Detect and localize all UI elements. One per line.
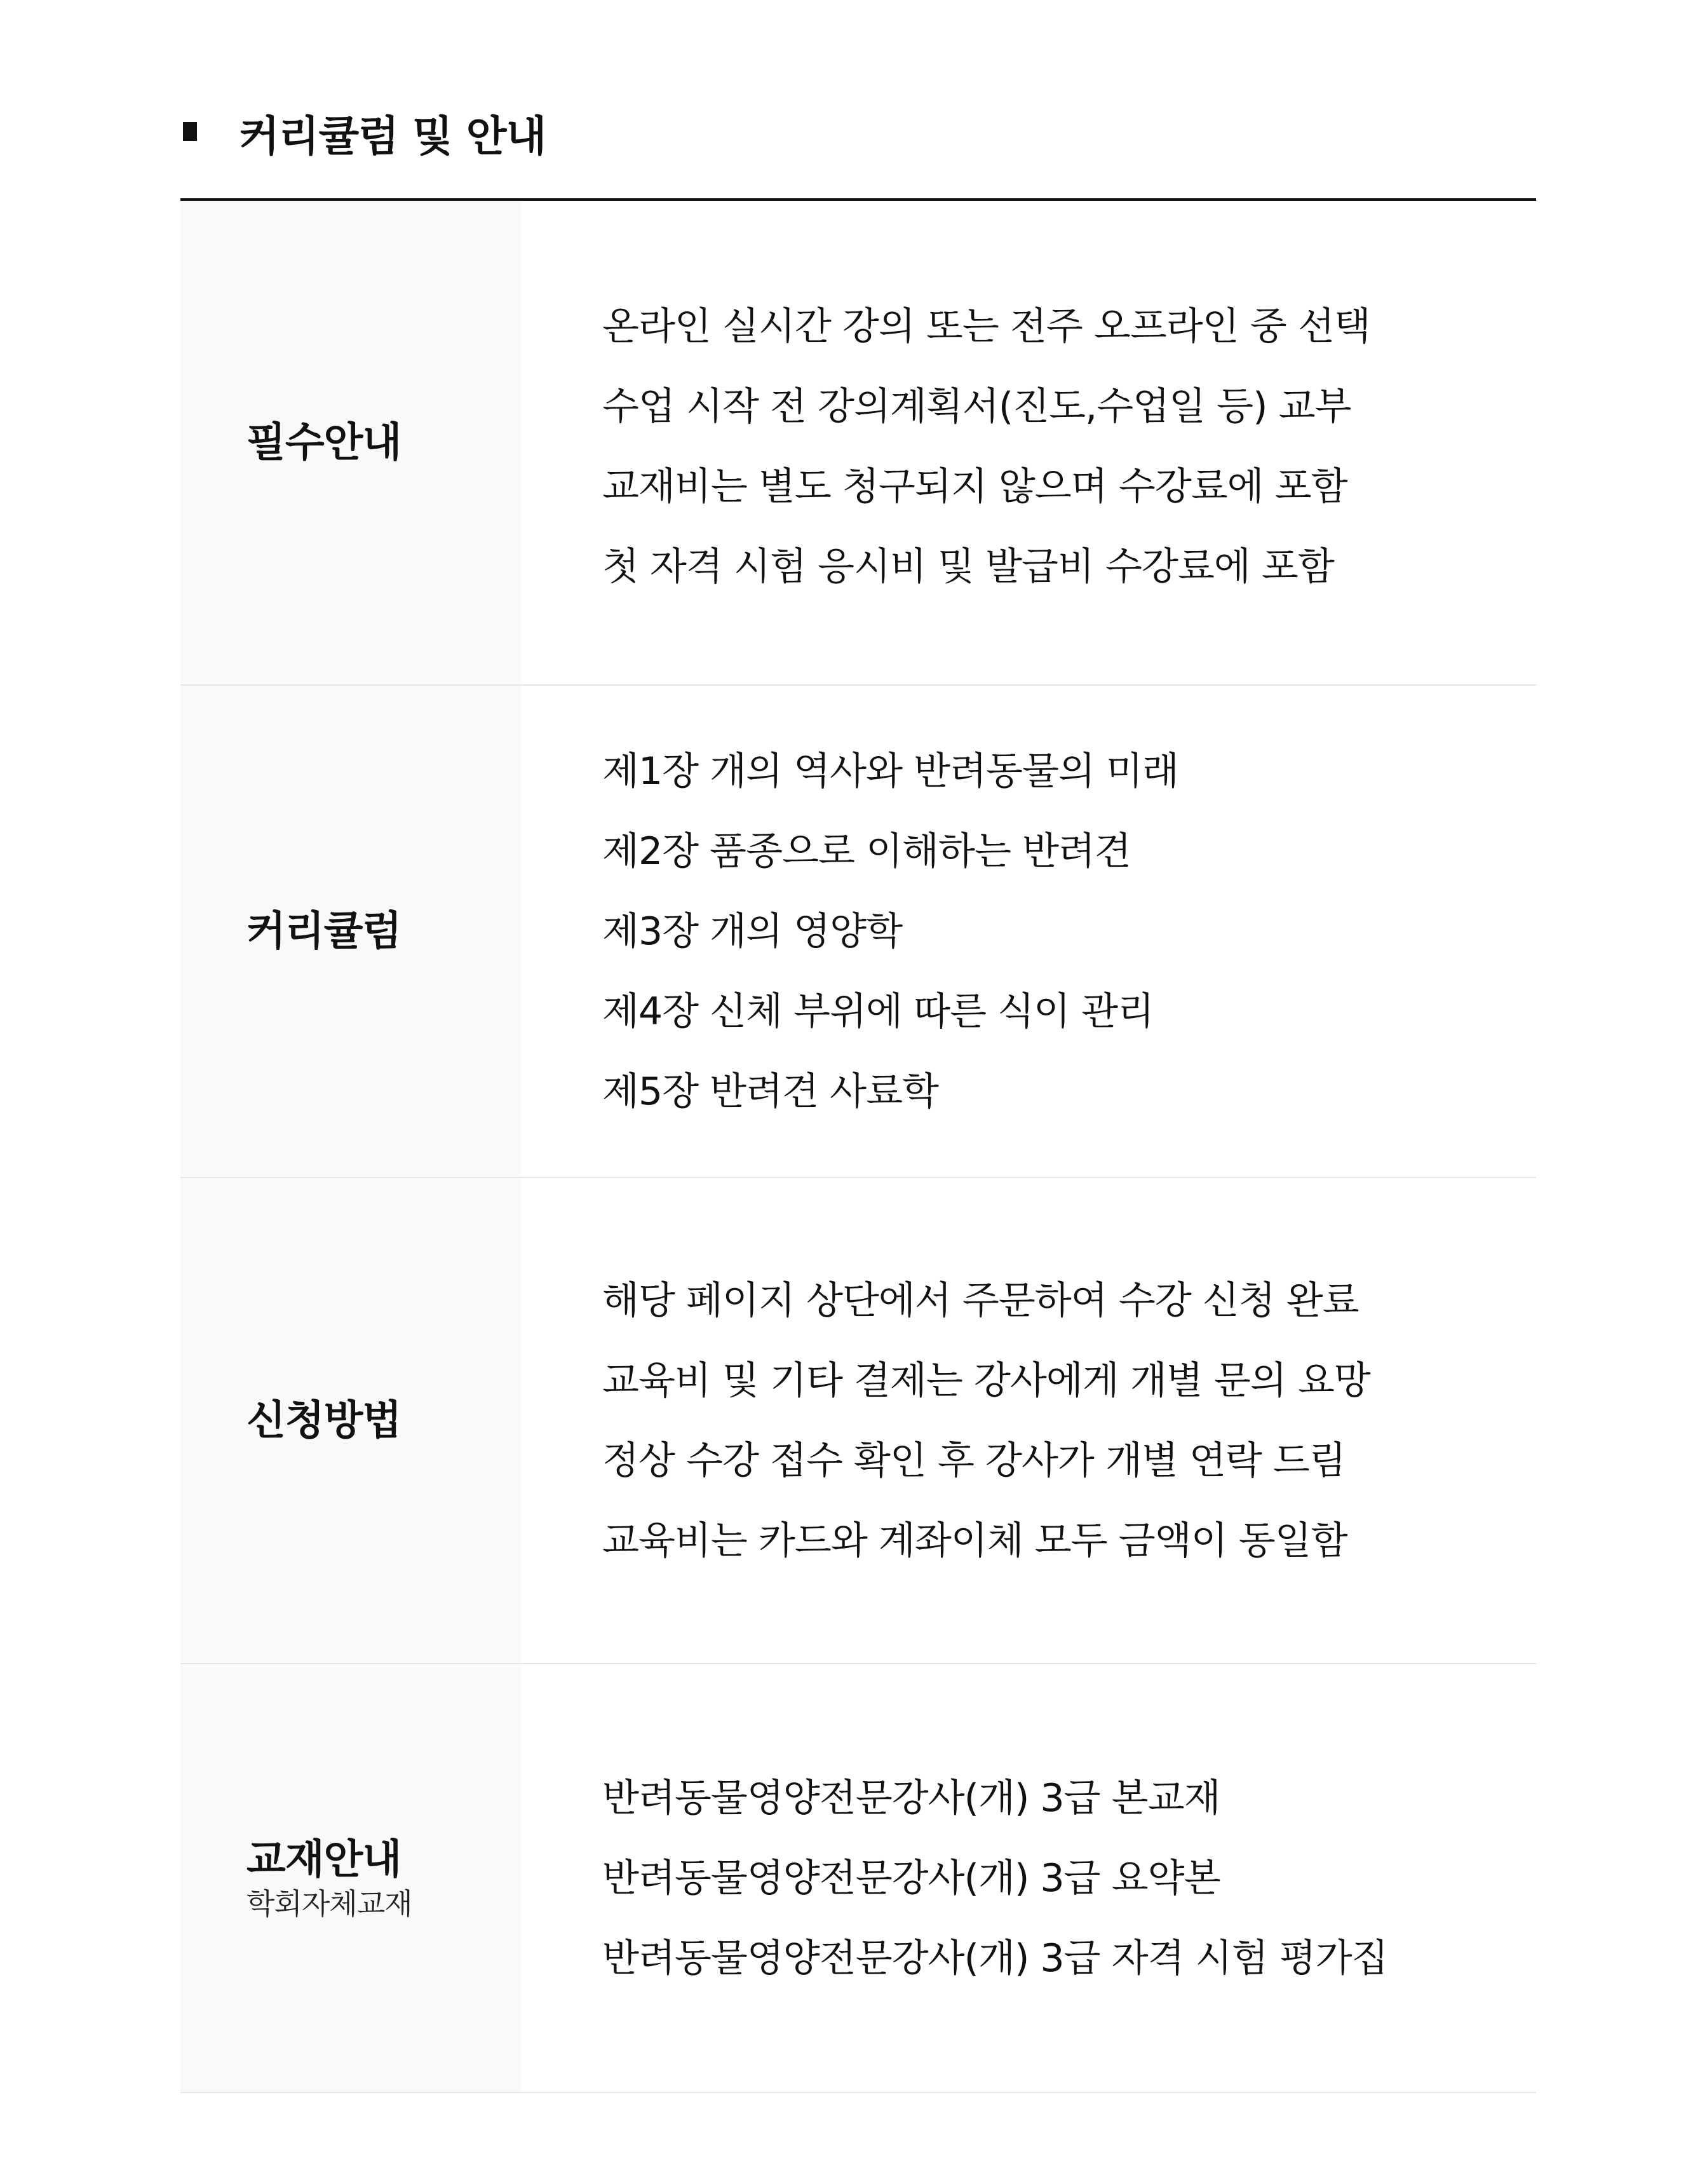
row-content	[521, 201, 1536, 684]
list-item: 반려동물영양전문강사(개) 3급 본교재	[602, 1775, 1220, 1821]
list-item: 첫 자격 시험 응시비 및 발급비 수강료에 포함	[602, 544, 1334, 589]
section-title: 커리큘럼 및 안내	[239, 112, 546, 161]
row-sublabel: 학회자체교재	[246, 1886, 412, 1921]
info-row-textbook	[180, 1664, 1536, 2093]
row-content	[521, 1664, 1536, 2092]
info-row-application	[180, 1178, 1536, 1664]
list-item: 교재비는 별도 청구되지 않으며 수강료에 포함	[602, 464, 1347, 509]
list-item: 반려동물영양전문강사(개) 3급 자격 시험 평가집	[602, 1936, 1388, 1981]
curriculum-list	[602, 731, 1536, 1132]
list-item: 제5장 반려견 사료학	[602, 1069, 938, 1114]
list-item: 수업 시작 전 강의계획서(진도,수업일 등) 교부	[602, 384, 1351, 429]
list-item: 제3장 개의 영양학	[602, 909, 903, 954]
info-row-required	[180, 201, 1536, 686]
list-item: 교육비는 카드와 계좌이체 모두 금액이 동일함	[602, 1518, 1347, 1563]
list-item: 제4장 신체 부위에 따른 식이 관리	[602, 989, 1154, 1034]
row-label: 필수안내	[246, 419, 401, 466]
info-list	[602, 1261, 1536, 1581]
info-table	[180, 201, 1536, 2093]
list-item: 제1장 개의 역사와 반려동물의 미래	[602, 749, 1178, 794]
row-label: 신청방법	[246, 1397, 401, 1444]
section-header	[180, 108, 1540, 184]
row-label-cell	[180, 1664, 521, 2092]
list-item: 해당 페이지 상단에서 주문하여 수강 신청 완료	[602, 1278, 1359, 1323]
list-item: 반려동물영양전문강사(개) 3급 요약본	[602, 1855, 1220, 1901]
info-list	[602, 287, 1536, 607]
row-label-cell	[180, 1178, 521, 1663]
list-item: 제2장 품종으로 이해하는 반려견	[602, 829, 1131, 874]
row-label: 커리큘럼	[246, 907, 401, 955]
list-item: 교육비 및 기타 결제는 강사에게 개별 문의 요망	[602, 1358, 1370, 1403]
row-content	[521, 1178, 1536, 1663]
textbook-list	[602, 1758, 1536, 1998]
row-label: 교재안내	[246, 1836, 401, 1883]
row-label-cell	[180, 201, 521, 684]
row-label-cell	[180, 686, 521, 1177]
list-item: 온라인 실시간 강의 또는 전주 오프라인 중 선택	[602, 304, 1370, 349]
row-content	[521, 686, 1536, 1177]
square-bullet-icon	[183, 122, 197, 141]
list-item: 정상 수강 접수 확인 후 강사가 개별 연락 드림	[602, 1438, 1346, 1483]
info-row-curriculum	[180, 686, 1536, 1178]
